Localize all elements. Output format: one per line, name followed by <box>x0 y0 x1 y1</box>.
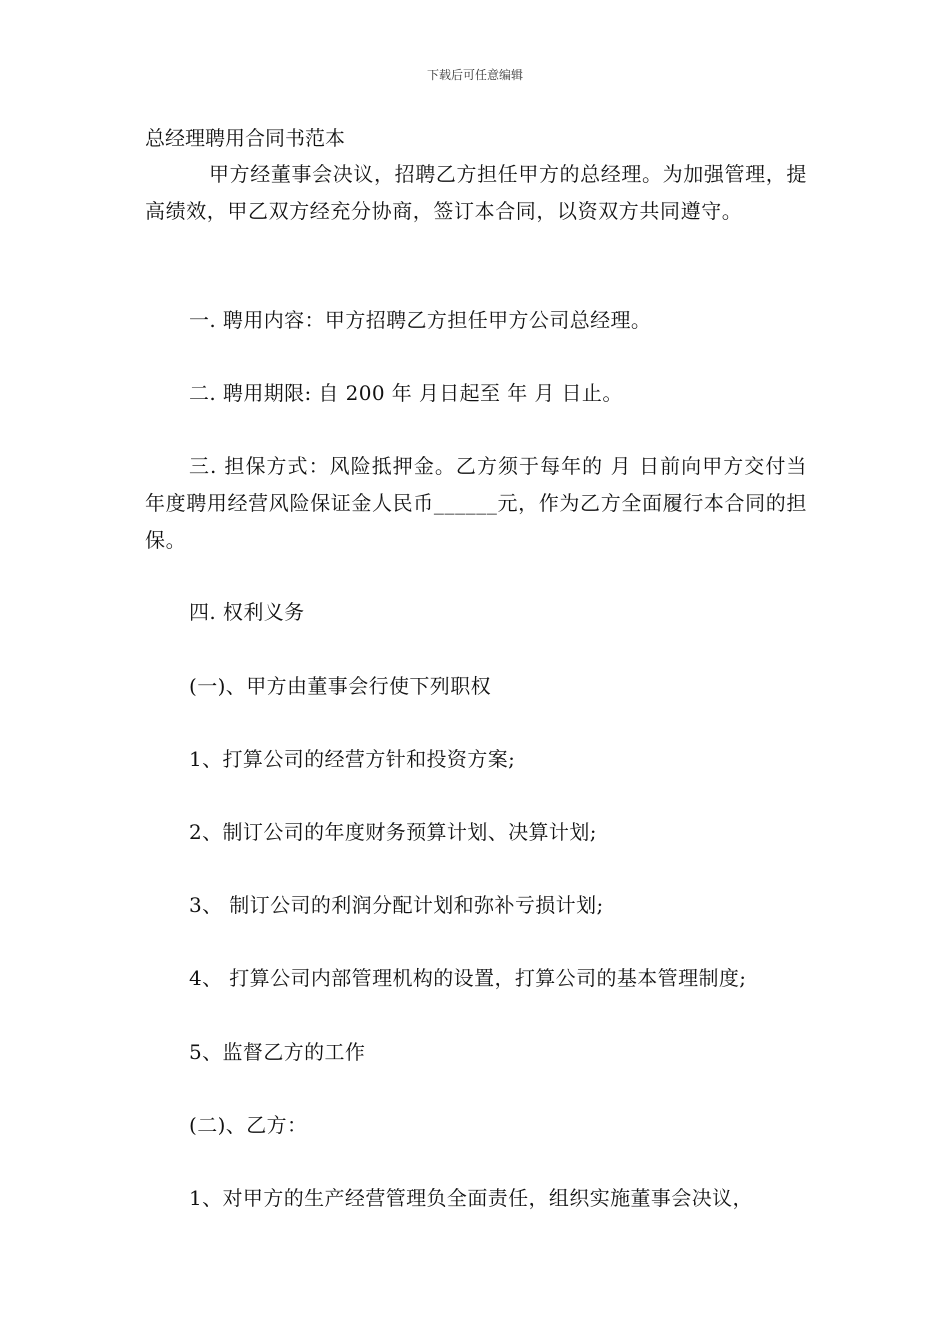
document-title: 总经理聘用合同书范本 <box>145 126 345 150</box>
section-guarantee: 三. 担保方式：风险抵押金。乙方须于每年的 月 日前向甲方交付当年度聘用经营风险保证金人民币______元，作为乙方全面履行本合同的担保。 <box>145 454 807 552</box>
section-rights-obligations: 四. 权利义务 <box>189 600 305 624</box>
subsection-party-a: (一)、甲方由董事会行使下列职权 <box>189 674 492 698</box>
list-item-5: 5、监督乙方的工作 <box>189 1040 366 1064</box>
list-item-1: 1、打算公司的经营方针和投资方案; <box>189 747 516 771</box>
header-note: 下载后可任意编辑 <box>426 68 523 82</box>
list-item-2: 2、制订公司的年度财务预算计划、决算计划; <box>189 820 597 844</box>
list-item-3: 3、 制订公司的利润分配计划和弥补亏损计划; <box>189 893 604 917</box>
section-employment-content: 一. 聘用内容：甲方招聘乙方担任甲方公司总经理。 <box>189 308 652 332</box>
list-item-4: 4、 打算公司内部管理机构的设置，打算公司的基本管理制度; <box>189 966 747 990</box>
section-employment-period: 二. 聘用期限: 自 200 年 月日起至 年 月 日止。 <box>189 381 623 405</box>
list-item-b1: 1、对甲方的生产经营管理负全面责任，组织实施董事会决议， <box>189 1186 753 1210</box>
intro-paragraph: 甲方经董事会决议，招聘乙方担任甲方的总经理。为加强管理，提高绩效，甲乙双方经充分协商，签订本合同，以资双方共同遵守。 <box>145 162 807 223</box>
subsection-party-b: (二)、乙方： <box>189 1113 308 1137</box>
